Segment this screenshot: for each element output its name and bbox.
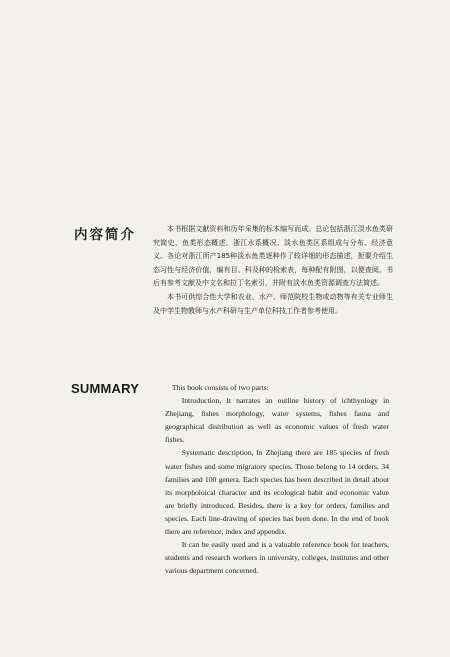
english-summary-paragraph: Introduction, It narrates an outline history of ichthyology in Zhejiang, fishes morphology, water systems, fishes fauna and geographical distribution as well as economic values of fresh water fishes. [165, 396, 389, 445]
english-summary-paragraph: Systematic description, In Zhejiang there are 185 species of fresh water fishes and some migratory species. Those belong to 14 orders, 34 families and 100 genera. Each species has been described in detail about its morpholoical character and its ecological habit and economic value are briefly introduced. Besides, there is a key for orders, families and species. Each line-drawing of species has been done. In the end of book there are reference, index and appendix. [165, 448, 389, 537]
chinese-summary-paragraph: 本书可供综合性大学和农业、水产、师范院校生物或动物等有关专业师生及中学生物教师与水产科研与生产单位科技工作者参考使用。 [153, 292, 393, 315]
chinese-summary-body [153, 223, 393, 318]
english-summary-heading: SUMMARY [71, 381, 140, 396]
english-summary-body [165, 381, 389, 577]
chinese-summary-heading: 内容简介 [74, 227, 136, 243]
english-summary-paragraph: It can be easily used and is a valuable reference book for teachers, students and research workers in university, colleges, institutes and other various department concerned. [165, 540, 389, 576]
english-summary-paragraph: This book consists of two parts: [171, 383, 269, 392]
chinese-summary-paragraph: 本书根据文献资料和历年采集的标本编写而成。总论包括浙江淡水鱼类研究简史、鱼类形态概述、浙江水系概况、淡水鱼类区系组成与分布、经济意义。各论对浙江所产185种淡水鱼类逐种作了较详细的形态描述，扼要介绍生态习性与经济价值，编有目、科及种的检索表，每种配有附图，以便查阅。书后有参考文献及中文名和拉丁名索引，并附有淡水鱼类资源调查方法简述。 [153, 225, 393, 288]
